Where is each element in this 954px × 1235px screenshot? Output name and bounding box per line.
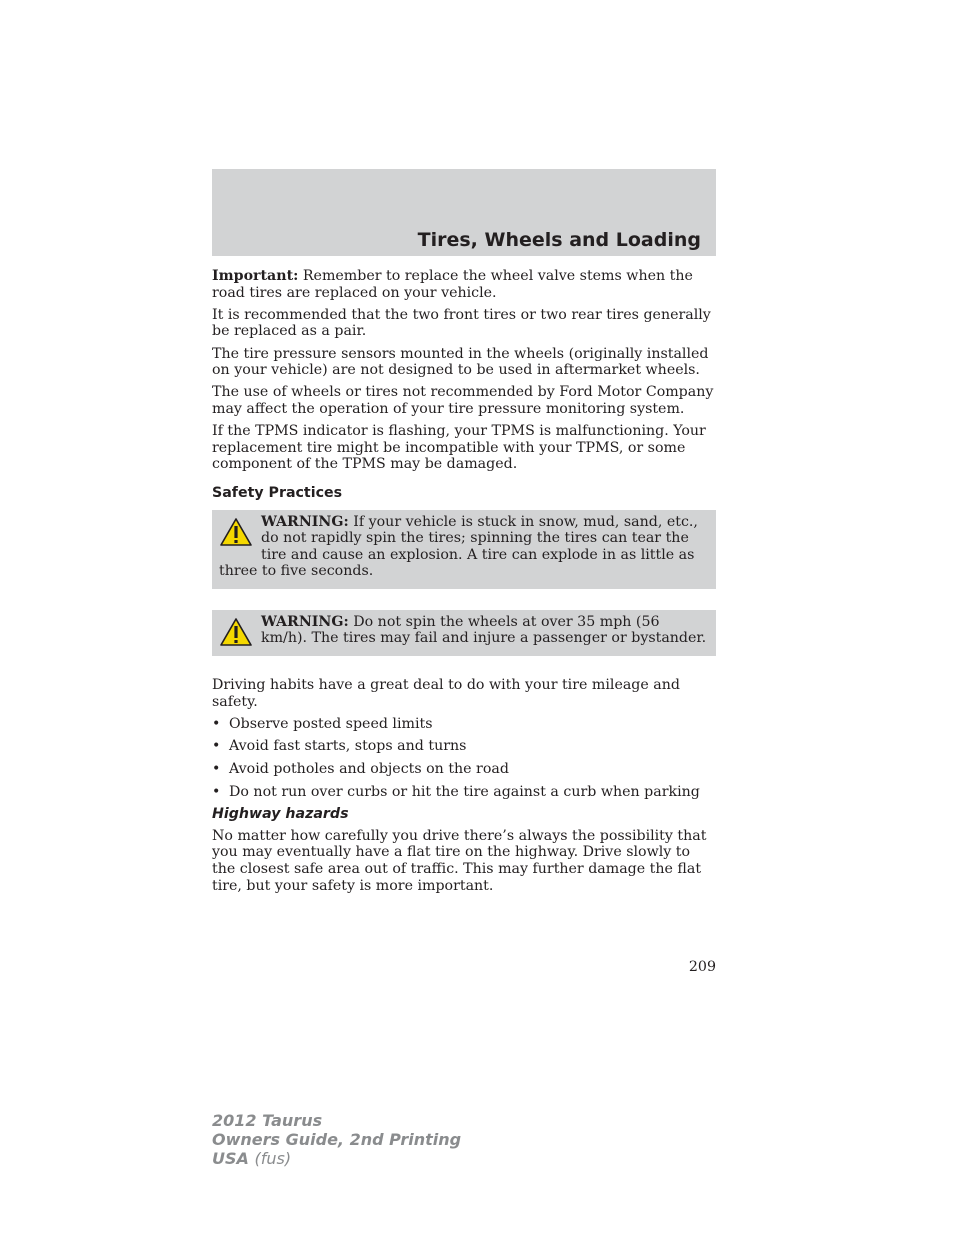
driving-habits-list	[212, 716, 716, 800]
important-text: Remember to replace the wheel valve stems when the road tires are replaced on your vehicle.	[212, 268, 693, 301]
important-paragraph	[212, 268, 716, 301]
warning-box	[212, 510, 716, 589]
warning-text: If your vehicle is stuck in snow, mud, sand, etc., do not rapidly spin the tires; spinning the tires can tear the tire and cause an explosion. A tire can explode in as little as three to five seconds.	[219, 513, 698, 580]
footer-country: USA	[212, 1149, 249, 1168]
list-item-text: Observe posted speed limits	[229, 715, 433, 732]
warning-triangle-icon	[219, 517, 257, 549]
highway-hazards-text: No matter how carefully you drive there’s always the possibility that you may eventually have a flat tire on the highway. Drive slowly to the closest safe area out of traffic. This may further damage the flat tire, but your safety is more important.	[212, 827, 707, 894]
section-header-bar	[212, 169, 716, 256]
list-item	[212, 716, 716, 733]
footer-model: 2012 Taurus	[212, 1111, 323, 1130]
warning-label: WARNING:	[261, 513, 349, 530]
important-label: Important:	[212, 268, 299, 284]
highway-hazards-heading: Highway hazards	[212, 806, 349, 823]
bullet-marker: •	[212, 715, 221, 732]
list-item-text: Avoid fast starts, stops and turns	[229, 738, 467, 755]
paragraph-pair-replacement: It is recommended that the two front tires or two rear tires generally be replaced as a pair.	[212, 306, 711, 340]
safety-practices-heading: Safety Practices	[212, 484, 343, 501]
section-title: Tires, Wheels and Loading	[417, 229, 701, 251]
footer-code: (fus)	[254, 1149, 292, 1168]
bullet-marker: •	[212, 783, 221, 800]
list-item-text: Do not run over curbs or hit the tire against a curb when parking	[229, 783, 700, 800]
page-content	[212, 268, 716, 900]
paragraph-tpms-flashing: If the TPMS indicator is flashing, your TPMS is malfunctioning. Your replacement tire might be incompatible with your TPMS, or some component of the TPMS may be damaged.	[212, 423, 706, 473]
bullet-marker: •	[212, 761, 221, 778]
paragraph-sensors: The tire pressure sensors mounted in the wheels (originally installed on your vehicle) are not designed to be used in aftermarket wheels.	[212, 345, 709, 379]
bullet-marker: •	[212, 738, 221, 755]
list-item	[212, 784, 716, 801]
warning-text: Do not spin the wheels at over 35 mph (56 km/h). The tires may fail and injure a passenger or bystander.	[261, 613, 707, 647]
paragraph-wheels-not-recommended: The use of wheels or tires not recommended by Ford Motor Company may affect the operation of your tire pressure monitoring system.	[212, 384, 714, 417]
footer-guide: Owners Guide, 2nd Printing	[212, 1130, 462, 1149]
warning-box	[212, 610, 716, 656]
document-footer	[212, 1111, 461, 1168]
list-item-text: Avoid potholes and objects on the road	[229, 761, 509, 778]
warning-label: WARNING:	[261, 613, 349, 630]
page-number: 209	[688, 959, 716, 975]
list-item	[212, 761, 716, 778]
footer-region	[212, 1149, 461, 1168]
driving-habits-intro: Driving habits have a great deal to do with your tire mileage and safety.	[212, 677, 680, 710]
list-item	[212, 738, 716, 755]
warning-triangle-icon	[219, 617, 257, 649]
